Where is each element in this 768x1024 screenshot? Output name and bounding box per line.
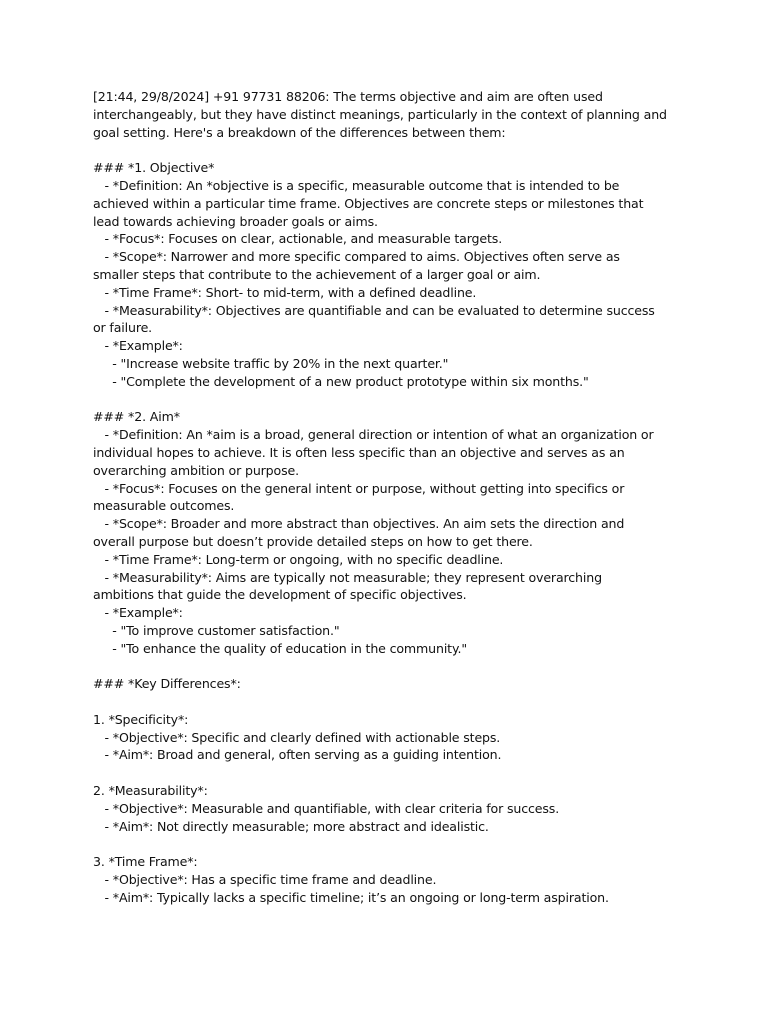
blank-line (93, 693, 683, 711)
text-line: achieved within a particular time frame. Objectives are concrete steps or milestones that (93, 195, 644, 211)
text-line: overall purpose but doesn’t provide detailed steps on how to get there. (93, 533, 533, 549)
text-line: - *Scope*: Narrower and more specific compared to aims. Objectives often serve as (93, 249, 620, 265)
text-line: - "To improve customer satisfaction." (93, 622, 340, 638)
blank-line (93, 391, 683, 409)
text-line: 1. *Specificity*: (93, 711, 189, 727)
text-line: - *Example*: (93, 338, 183, 354)
text-line: 3. *Time Frame*: (93, 854, 198, 870)
text-line: - *Aim*: Not directly measurable; more abstract and idealistic. (93, 818, 489, 834)
text-line: - *Aim*: Broad and general, often serving as a guiding intention. (93, 747, 502, 763)
text-line: - *Measurability*: Objectives are quantifiable and can be evaluated to determine success (93, 302, 655, 318)
document-body (93, 88, 683, 907)
text-line: 2. *Measurability*: (93, 783, 208, 799)
text-line: - *Focus*: Focuses on clear, actionable, and measurable targets. (93, 231, 503, 247)
text-line: - *Example*: (93, 605, 183, 621)
blank-line (93, 835, 683, 853)
blank-line (93, 141, 683, 159)
text-line: smaller steps that contribute to the achievement of a larger goal or aim. (93, 266, 541, 282)
text-line: - *Objective*: Has a specific time frame and deadline. (93, 872, 437, 888)
text-line: - *Time Frame*: Long-term or ongoing, with no specific deadline. (93, 551, 504, 567)
section-heading-aim: ### *2. Aim* (93, 409, 180, 425)
text-line: - *Measurability*: Aims are typically not measurable; they represent overarching (93, 569, 602, 585)
text-line: - *Objective*: Measurable and quantifiable, with clear criteria for success. (93, 800, 560, 816)
text-line: - *Focus*: Focuses on the general intent or purpose, without getting into specifics or (93, 480, 625, 496)
blank-line (93, 764, 683, 782)
text-line: overarching ambition or purpose. (93, 462, 299, 478)
text-line: - *Aim*: Typically lacks a specific timeline; it’s an ongoing or long-term aspiration. (93, 889, 609, 905)
section-heading-key-differences: ### *Key Differences*: (93, 676, 241, 692)
section-heading-objective: ### *1. Objective* (93, 160, 215, 176)
text-line: [21:44, 29/8/2024] +91 97731 88206: The terms objective and aim are often used (93, 89, 603, 104)
text-line: measurable outcomes. (93, 498, 235, 514)
text-line: - "To enhance the quality of education in the community." (93, 640, 467, 656)
text-line: - *Definition: An *aim is a broad, general direction or intention of what an organization or (93, 427, 654, 443)
text-line: ambitions that guide the development of specific objectives. (93, 587, 467, 603)
text-line: - *Scope*: Broader and more abstract than objectives. An aim sets the direction and (93, 516, 625, 532)
text-line: or failure. (93, 320, 153, 336)
text-line: individual hopes to achieve. It is often less specific than an objective and serves as an (93, 444, 625, 460)
text-line: - "Complete the development of a new product prototype within six months." (93, 373, 589, 389)
text-line: - "Increase website traffic by 20% in the next quarter." (93, 355, 449, 371)
text-line: interchangeably, but they have distinct meanings, particularly in the context of planning and (93, 106, 667, 122)
blank-line (93, 658, 683, 676)
text-line: lead towards achieving broader goals or aims. (93, 213, 378, 229)
text-line: - *Objective*: Specific and clearly defined with actionable steps. (93, 729, 501, 745)
text-line: goal setting. Here's a breakdown of the differences between them: (93, 124, 506, 140)
text-line: - *Time Frame*: Short- to mid-term, with a defined deadline. (93, 284, 477, 300)
text-line: - *Definition: An *objective is a specific, measurable outcome that is intended to be (93, 177, 620, 193)
